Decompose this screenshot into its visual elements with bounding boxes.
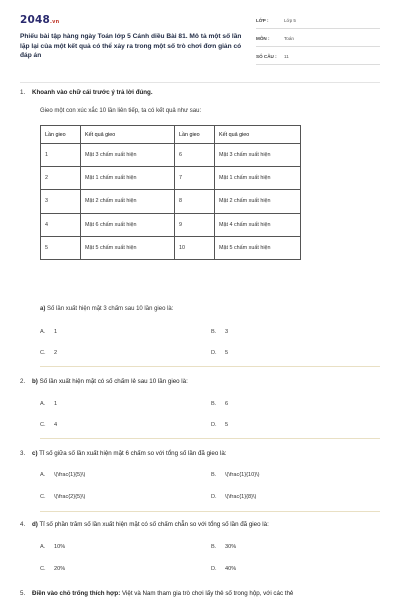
- table-cell: 6: [175, 144, 215, 167]
- option-text: \(\frac{1}{10}\): [225, 472, 260, 478]
- question-text: [32, 450, 372, 458]
- question-text: [32, 590, 372, 598]
- table-cell: 8: [175, 190, 215, 213]
- option-letter: D.: [211, 422, 217, 428]
- option-text: 6: [225, 401, 229, 407]
- table-cell: 2: [41, 167, 81, 190]
- table-header-cell: Kết quả gieo: [215, 126, 301, 144]
- subquestion-text: Tỉ số giữa số lần xuất hiện mặt 6 chấm so với tổng số lần đã gieo là:: [39, 450, 227, 457]
- option-b[interactable]: [211, 401, 228, 407]
- meta-count: [256, 50, 380, 65]
- option-text: \(\frac{2}{5}\): [54, 494, 86, 500]
- table-row: [41, 213, 301, 236]
- table-cell: 9: [175, 213, 215, 236]
- subquestion-text: Tỉ số phần trăm số lần xuất hiện mặt có số chấm chẵn so với tổng số lần đã gieo là:: [39, 521, 269, 528]
- table-cell: 1: [41, 144, 81, 167]
- table-header-cell: Kết quả gieo: [81, 126, 175, 144]
- option-text: 30%: [225, 544, 237, 550]
- subquestion-prefix: d): [32, 521, 38, 528]
- option-d[interactable]: [211, 422, 228, 428]
- table-cell: 3: [41, 190, 81, 213]
- option-text: 20%: [54, 566, 66, 572]
- header-divider: [20, 82, 380, 83]
- option-a[interactable]: [40, 329, 57, 335]
- subquestion-text: Số lần xuất hiện mặt 3 chấm sau 10 lần gieo là:: [47, 306, 174, 312]
- site-logo[interactable]: [20, 14, 59, 26]
- question-number: 5.: [20, 590, 26, 597]
- option-letter: B.: [211, 329, 217, 335]
- table-cell: 10: [175, 236, 215, 259]
- option-letter: A.: [40, 401, 46, 407]
- option-b[interactable]: [211, 472, 260, 478]
- option-b[interactable]: [211, 544, 236, 550]
- dice-results-table: [40, 125, 301, 260]
- option-text: 5: [225, 422, 229, 428]
- question-1-subquestion: [40, 306, 173, 312]
- question-text: [32, 521, 372, 529]
- logo-main: 2048: [20, 14, 51, 26]
- worksheet-header: [20, 14, 380, 76]
- option-letter: A.: [40, 472, 46, 478]
- option-d[interactable]: [211, 566, 236, 572]
- question-instruction: Khoanh vào chữ cái trước ý trả lời đúng.: [32, 89, 153, 96]
- option-text: 5: [225, 350, 229, 356]
- subquestion-prefix: b): [32, 378, 38, 385]
- option-a[interactable]: [40, 544, 65, 550]
- question-number: 2.: [20, 378, 26, 385]
- subquestion-text: Số lần xuất hiện mặt có số chấm lẻ sau 10 lần gieo là:: [39, 378, 188, 385]
- option-text: 10%: [54, 544, 66, 550]
- option-text: 40%: [225, 566, 237, 572]
- meta-class-label: LỚP :: [256, 18, 269, 23]
- question-divider: [40, 438, 380, 439]
- table-row: [41, 236, 301, 259]
- table-cell: Mặt 1 chấm xuất hiện: [81, 167, 175, 190]
- question-body: Việt và Nam tham gia trò chơi lấy thẻ số trong hộp, với các thẻ: [120, 590, 294, 597]
- option-b[interactable]: [211, 329, 228, 335]
- question-number: 1.: [20, 89, 26, 96]
- option-letter: B.: [211, 401, 217, 407]
- option-a[interactable]: [40, 472, 85, 478]
- option-letter: B.: [211, 472, 217, 478]
- logo-suffix: .vn: [50, 19, 60, 25]
- option-d[interactable]: [211, 350, 228, 356]
- option-letter: A.: [40, 544, 46, 550]
- option-letter: C.: [40, 422, 46, 428]
- meta-subject-label: MÔN :: [256, 36, 270, 41]
- option-d[interactable]: [211, 494, 256, 500]
- subquestion-prefix: a): [40, 306, 46, 312]
- question-text: [32, 89, 372, 97]
- table-cell: Mặt 5 chấm xuất hiện: [81, 236, 175, 259]
- table-cell: Mặt 1 chấm xuất hiện: [215, 167, 301, 190]
- subquestion-prefix: c): [32, 450, 38, 457]
- worksheet-meta: [256, 14, 380, 68]
- table-row: [41, 144, 301, 167]
- table-cell: 4: [41, 213, 81, 236]
- table-header-cell: Lần gieo: [175, 126, 215, 144]
- option-text: 3: [225, 329, 229, 335]
- option-text: 4: [54, 422, 58, 428]
- option-text: 2: [54, 350, 58, 356]
- option-text: 1: [54, 401, 58, 407]
- question-divider: [40, 366, 380, 367]
- meta-count-label: SỐ CÂU :: [256, 54, 277, 59]
- meta-subject-value: Toán: [284, 36, 294, 41]
- question-divider: [40, 511, 380, 512]
- option-text: \(\frac{1}{8}\): [225, 494, 257, 500]
- table-cell: Mặt 2 chấm xuất hiện: [81, 190, 175, 213]
- option-text: 1: [54, 329, 58, 335]
- question-number: 4.: [20, 521, 26, 528]
- worksheet-title: Phiếu bài tập hàng ngày Toán lớp 5 Cánh diều Bài 81. Mô tả một số lần lặp lại của một kết quả có thể xảy ra trong một số trò chơi đơn giản có đáp án: [20, 33, 242, 60]
- meta-class: [256, 14, 380, 29]
- option-c[interactable]: [40, 422, 57, 428]
- table-cell: Mặt 2 chấm xuất hiện: [215, 190, 301, 213]
- table-header-row: [41, 126, 301, 144]
- option-letter: D.: [211, 350, 217, 356]
- table-cell: Mặt 5 chấm xuất hiện: [215, 236, 301, 259]
- meta-count-value: 11: [284, 54, 289, 59]
- table-cell: 7: [175, 167, 215, 190]
- option-letter: C.: [40, 566, 46, 572]
- option-letter: D.: [211, 494, 217, 500]
- table-header-cell: Lần gieo: [41, 126, 81, 144]
- question-instruction: Điền vào chỗ trống thích hợp:: [32, 590, 121, 597]
- meta-class-value: Lớp 5: [284, 18, 296, 23]
- table-row: [41, 167, 301, 190]
- option-letter: C.: [40, 350, 46, 356]
- table-cell: Mặt 4 chấm xuất hiện: [215, 213, 301, 236]
- option-letter: C.: [40, 494, 46, 500]
- question-text: [32, 378, 372, 386]
- option-a[interactable]: [40, 401, 57, 407]
- option-text: \(\frac{1}{5}\): [54, 472, 86, 478]
- option-letter: A.: [40, 329, 46, 335]
- option-c[interactable]: [40, 350, 57, 356]
- option-letter: D.: [211, 566, 217, 572]
- table-cell: 5: [41, 236, 81, 259]
- table-cell: Mặt 6 chấm xuất hiện: [81, 213, 175, 236]
- table-cell: Mặt 3 chấm xuất hiện: [81, 144, 175, 167]
- table-cell: Mặt 3 chấm xuất hiện: [215, 144, 301, 167]
- question-number: 3.: [20, 450, 26, 457]
- option-c[interactable]: [40, 494, 85, 500]
- table-row: [41, 190, 301, 213]
- option-letter: B.: [211, 544, 217, 550]
- question-1-intro: Gieo một con xúc xắc 10 lần liên tiếp, ta có kết quả như sau:: [40, 108, 202, 114]
- option-c[interactable]: [40, 566, 65, 572]
- meta-subject: [256, 32, 380, 47]
